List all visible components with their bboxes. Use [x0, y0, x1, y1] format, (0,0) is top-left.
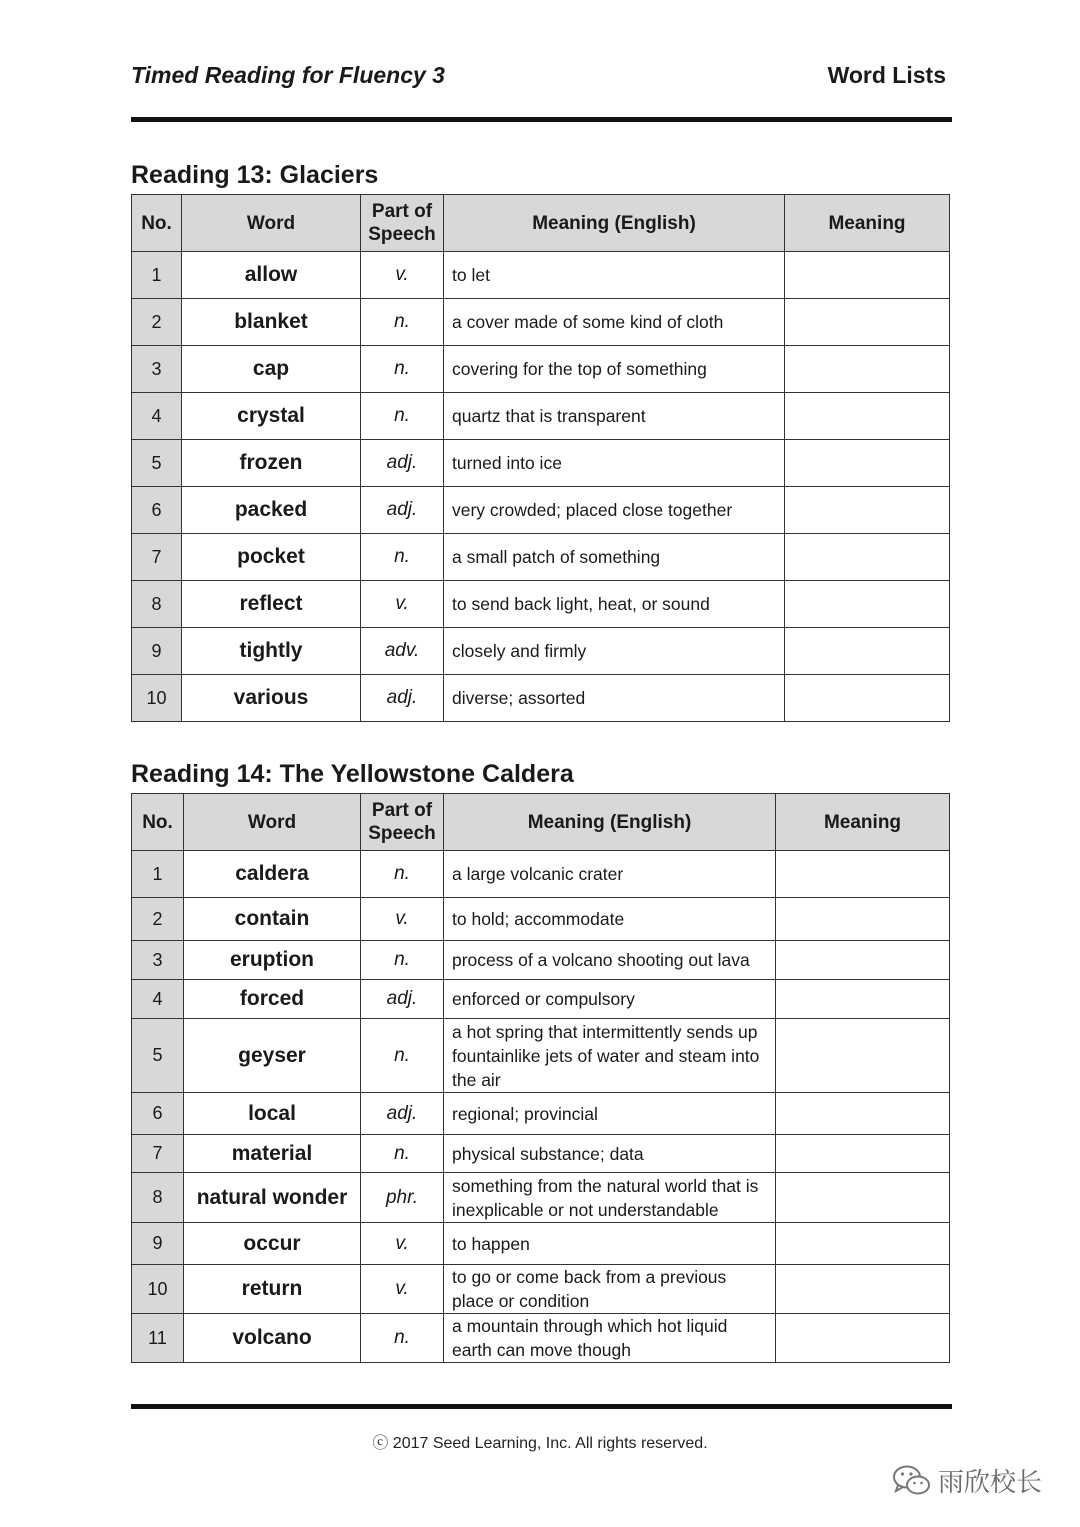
row-number: 4	[132, 980, 184, 1019]
definition-english: a hot spring that intermittently sends up fountainlike jets of water and steam into the air	[444, 1019, 776, 1093]
table-row	[132, 487, 950, 534]
definition-english: a small patch of something	[444, 534, 785, 581]
table-row	[132, 898, 950, 941]
copyright-footer: ⓒ 2017 Seed Learning, Inc. All rights reserved.	[372, 1435, 708, 1452]
definition-english: physical substance; data	[444, 1135, 776, 1173]
table-row	[132, 252, 950, 299]
row-number: 6	[132, 487, 182, 534]
part-of-speech: adj.	[361, 440, 444, 487]
definition-english: quartz that is transparent	[444, 393, 785, 440]
vocab-word: crystal	[182, 393, 361, 440]
table-row	[132, 346, 950, 393]
vocab-word: forced	[184, 980, 361, 1019]
part-of-speech: v.	[361, 898, 444, 941]
table-row	[132, 1265, 950, 1314]
col-header-meaning-english: Meaning (English)	[444, 794, 776, 851]
vocab-word: eruption	[184, 941, 361, 980]
meaning-blank	[776, 1135, 950, 1173]
definition-english: a mountain through which hot liquid earth can move though	[444, 1314, 776, 1363]
meaning-blank	[776, 941, 950, 980]
meaning-blank	[785, 252, 950, 299]
definition-english: to go or come back from a previous place or condition	[444, 1265, 776, 1314]
part-of-speech: n.	[361, 851, 444, 898]
meaning-blank	[785, 534, 950, 581]
reading-14-word-table	[131, 793, 950, 1363]
table-row	[132, 440, 950, 487]
definition-english: to hold; accommodate	[444, 898, 776, 941]
vocab-word: frozen	[182, 440, 361, 487]
definition-english: very crowded; placed close together	[444, 487, 785, 534]
definition-english: closely and firmly	[444, 628, 785, 675]
table-header-row	[132, 794, 950, 851]
part-of-speech: adj.	[361, 675, 444, 722]
reading-13-title: Reading 13: Glaciers	[131, 161, 379, 189]
part-of-speech: n.	[361, 1135, 444, 1173]
vocab-word: reflect	[182, 581, 361, 628]
part-of-speech: adj.	[361, 487, 444, 534]
vocab-word: blanket	[182, 299, 361, 346]
row-number: 5	[132, 440, 182, 487]
table-row	[132, 1173, 950, 1223]
meaning-blank	[776, 1173, 950, 1223]
table-row	[132, 1019, 950, 1093]
table-row	[132, 851, 950, 898]
document-section-label: Word Lists	[827, 62, 946, 88]
wechat-icon	[892, 1464, 932, 1498]
vocab-word: local	[184, 1093, 361, 1135]
footer-divider	[131, 1404, 952, 1409]
definition-english: to let	[444, 252, 785, 299]
meaning-blank	[785, 581, 950, 628]
meaning-blank	[785, 675, 950, 722]
reading-14-table-body	[132, 851, 950, 1363]
table-row	[132, 1314, 950, 1363]
meaning-blank	[776, 898, 950, 941]
meaning-blank	[776, 1314, 950, 1363]
definition-english: process of a volcano shooting out lava	[444, 941, 776, 980]
meaning-blank	[776, 1223, 950, 1265]
part-of-speech: adj.	[361, 980, 444, 1019]
meaning-blank	[776, 1019, 950, 1093]
definition-english: something from the natural world that is inexplicable or not understandable	[444, 1173, 776, 1223]
col-header-no: No.	[132, 794, 184, 851]
row-number: 3	[132, 941, 184, 980]
table-header-row	[132, 195, 950, 252]
vocab-word: occur	[184, 1223, 361, 1265]
definition-english: to happen	[444, 1223, 776, 1265]
meaning-blank	[785, 299, 950, 346]
part-of-speech: v.	[361, 1265, 444, 1314]
meaning-blank	[776, 980, 950, 1019]
table-row	[132, 941, 950, 980]
col-header-pos-line2: Speech	[368, 224, 436, 245]
row-number: 10	[132, 1265, 184, 1314]
meaning-blank	[776, 851, 950, 898]
table-row	[132, 628, 950, 675]
vocab-word: packed	[182, 487, 361, 534]
col-header-meaning-english: Meaning (English)	[444, 195, 785, 252]
row-number: 7	[132, 1135, 184, 1173]
meaning-blank	[776, 1265, 950, 1314]
reading-13-word-table	[131, 194, 950, 722]
definition-english: enforced or compulsory	[444, 980, 776, 1019]
vocab-word: caldera	[184, 851, 361, 898]
document-title: Timed Reading for Fluency 3	[131, 62, 445, 88]
watermark	[892, 1462, 1042, 1499]
definition-english: a large volcanic crater	[444, 851, 776, 898]
col-header-word: Word	[184, 794, 361, 851]
watermark-text: 雨欣校长	[938, 1467, 1043, 1497]
part-of-speech: n.	[361, 1314, 444, 1363]
col-header-meaning: Meaning	[776, 794, 950, 851]
part-of-speech: v.	[361, 1223, 444, 1265]
part-of-speech: phr.	[361, 1173, 444, 1223]
header-divider	[131, 117, 952, 122]
meaning-blank	[785, 487, 950, 534]
vocab-word: material	[184, 1135, 361, 1173]
meaning-blank	[776, 1093, 950, 1135]
definition-english: regional; provincial	[444, 1093, 776, 1135]
col-header-pos-line1: Part of	[371, 800, 433, 821]
row-number: 10	[132, 675, 182, 722]
row-number: 11	[132, 1314, 184, 1363]
table-row	[132, 675, 950, 722]
table-row	[132, 299, 950, 346]
part-of-speech: v.	[361, 252, 444, 299]
vocab-word: volcano	[184, 1314, 361, 1363]
part-of-speech: n.	[361, 941, 444, 980]
table-row	[132, 1093, 950, 1135]
part-of-speech: n.	[361, 534, 444, 581]
part-of-speech: n.	[361, 346, 444, 393]
col-header-part-of-speech	[361, 794, 444, 851]
vocab-word: geyser	[184, 1019, 361, 1093]
part-of-speech: n.	[361, 393, 444, 440]
part-of-speech: adj.	[361, 1093, 444, 1135]
vocab-word: contain	[184, 898, 361, 941]
table-row	[132, 534, 950, 581]
vocab-word: cap	[182, 346, 361, 393]
reading-14-title: Reading 14: The Yellowstone Caldera	[131, 760, 574, 788]
vocab-word: various	[182, 675, 361, 722]
part-of-speech: n.	[361, 1019, 444, 1093]
definition-english: diverse; assorted	[444, 675, 785, 722]
row-number: 1	[132, 252, 182, 299]
vocab-word: pocket	[182, 534, 361, 581]
vocab-word: tightly	[182, 628, 361, 675]
row-number: 4	[132, 393, 182, 440]
col-header-no: No.	[132, 195, 182, 252]
meaning-blank	[785, 440, 950, 487]
col-header-part-of-speech	[361, 195, 444, 252]
row-number: 2	[132, 299, 182, 346]
definition-english: turned into ice	[444, 440, 785, 487]
col-header-pos-line2: Speech	[368, 823, 436, 844]
definition-english: covering for the top of something	[444, 346, 785, 393]
row-number: 1	[132, 851, 184, 898]
row-number: 8	[132, 1173, 184, 1223]
part-of-speech: adv.	[361, 628, 444, 675]
row-number: 9	[132, 1223, 184, 1265]
meaning-blank	[785, 346, 950, 393]
table-row	[132, 1223, 950, 1265]
table-row	[132, 393, 950, 440]
table-row	[132, 1135, 950, 1173]
meaning-blank	[785, 628, 950, 675]
row-number: 9	[132, 628, 182, 675]
col-header-pos-line1: Part of	[371, 201, 433, 222]
row-number: 7	[132, 534, 182, 581]
col-header-word: Word	[182, 195, 361, 252]
row-number: 8	[132, 581, 182, 628]
row-number: 5	[132, 1019, 184, 1093]
part-of-speech: v.	[361, 581, 444, 628]
row-number: 6	[132, 1093, 184, 1135]
meaning-blank	[785, 393, 950, 440]
definition-english: to send back light, heat, or sound	[444, 581, 785, 628]
reading-13-table-body	[132, 252, 950, 722]
col-header-meaning: Meaning	[785, 195, 950, 252]
table-row	[132, 581, 950, 628]
vocab-word: return	[184, 1265, 361, 1314]
definition-english: a cover made of some kind of cloth	[444, 299, 785, 346]
vocab-word: natural wonder	[184, 1173, 361, 1223]
row-number: 3	[132, 346, 182, 393]
row-number: 2	[132, 898, 184, 941]
part-of-speech: n.	[361, 299, 444, 346]
vocab-word: allow	[182, 252, 361, 299]
table-row	[132, 980, 950, 1019]
